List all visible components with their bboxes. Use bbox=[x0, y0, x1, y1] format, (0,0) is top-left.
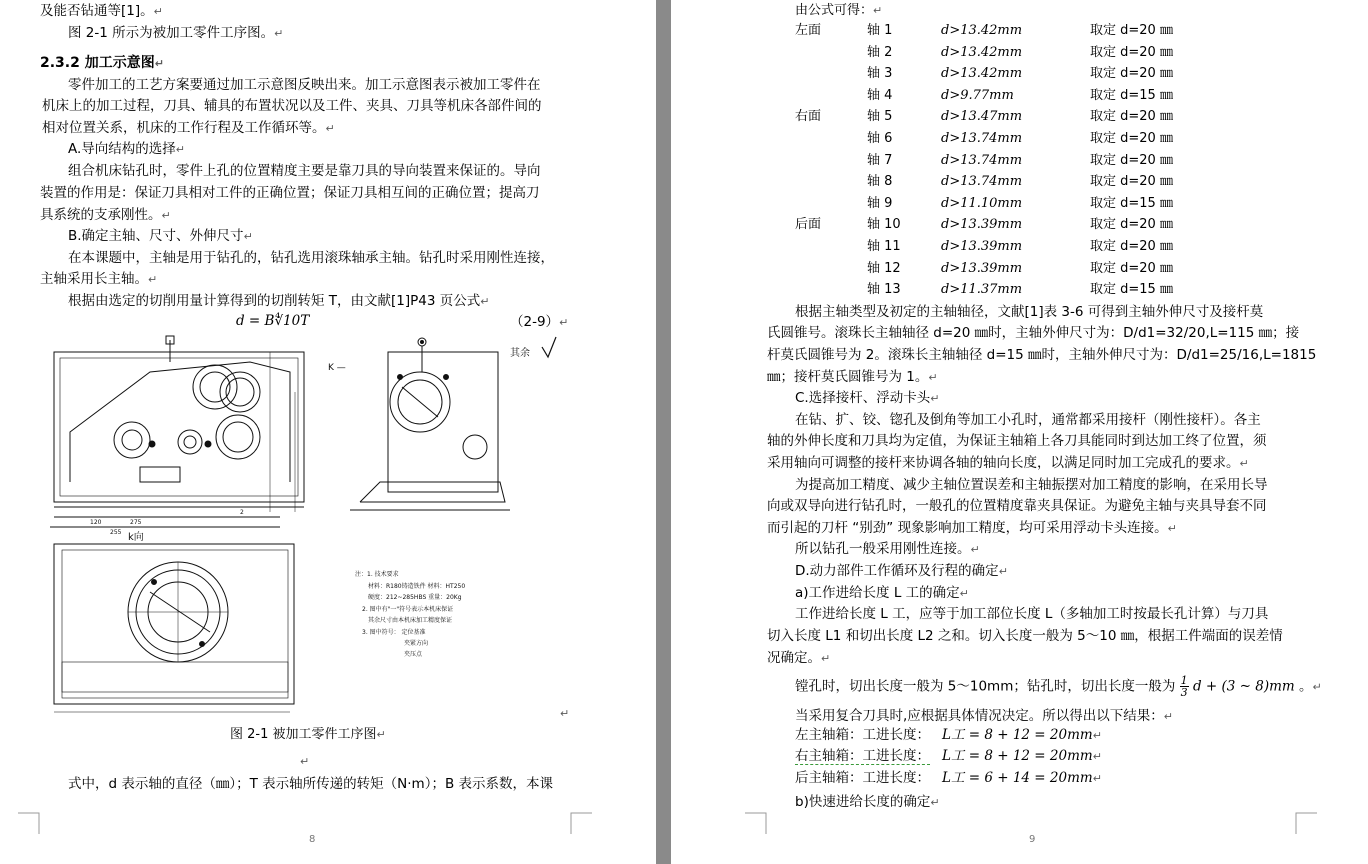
shaft-result: 取定 d=20 ㎜ bbox=[1090, 23, 1173, 38]
text-line: 组合机床钻孔时，零件上孔的位置精度主要是靠刀具的导向装置来保证的。导向 bbox=[68, 163, 541, 179]
text-line: 根据主轴类型及初定的主轴轴径，文献[1]表 3-6 可得到主轴外伸尺寸及接杆莫 bbox=[795, 304, 1264, 320]
shaft-condition: d>13.74mm bbox=[941, 131, 1023, 146]
shaft-name: 轴 11 bbox=[867, 239, 901, 254]
text-line: 杆莫氏圆锥号为 2。滚珠长主轴轴径 d=15 ㎜时，主轴外伸尺寸为：D/d1=25/16,L=1815 bbox=[767, 347, 1317, 363]
text-line: 镗孔时，切出长度一般为 5～10mm；钻孔时，切出长度一般为 $\frac{1}{3}$ d + (3 ~ 8)mm 。↵ bbox=[795, 674, 1322, 699]
dimension-label: 120 bbox=[90, 519, 102, 526]
technical-note: 注：1. 技术要求 bbox=[355, 571, 399, 578]
dimension-label: 255 bbox=[110, 529, 122, 536]
figure-caption: 图 2-1 被加工零件工序图↵ bbox=[230, 727, 386, 742]
shaft-name: 轴 2 bbox=[867, 44, 893, 60]
text-line: 采用轴向可调整的接杆来协调各轴的轴向长度，以满足同时加工完成孔的要求。↵ bbox=[767, 455, 1249, 471]
technical-note: 其余尺寸由本机床加工精度保证 bbox=[368, 617, 453, 624]
shaft-condition: d>13.39mm bbox=[941, 239, 1023, 254]
text-line: 及能否钻通等[1]。↵ bbox=[40, 3, 163, 19]
shaft-name: 轴 5 bbox=[867, 109, 893, 125]
shaft-condition: d>13.42mm bbox=[941, 66, 1023, 82]
subheading: C.选择接杆、浮动卡头↵ bbox=[795, 390, 940, 406]
result-line: 左主轴箱：工进长度： L工 = 8 + 12 = 20mm↵ bbox=[795, 727, 1102, 743]
text-line: 向或双导向进行钻孔时，一般孔的位置精度靠夹具保证。为避免主轴与夹具导套不同 bbox=[767, 498, 1267, 514]
shaft-group-label: 左面 bbox=[795, 23, 822, 38]
text-line: 具系统的支承刚性。↵ bbox=[40, 207, 171, 223]
shaft-group-label: 右面 bbox=[795, 109, 822, 125]
technical-note: 夹压点 bbox=[404, 651, 423, 658]
page-corner-mark bbox=[18, 812, 40, 834]
text-line: 当采用复合刀具时,应根据具体情况决定。所以得出以下结果：↵ bbox=[795, 708, 1174, 724]
text-line: 相对位置关系，机床的工作行程及工作循环等。↵ bbox=[42, 120, 335, 136]
shaft-condition: d>13.74mm bbox=[941, 174, 1023, 190]
shaft-condition: d>13.74mm bbox=[941, 152, 1023, 168]
technical-note: 夹紧方向 bbox=[404, 640, 429, 647]
technical-note: 材料：R180铸造铁件 材料：HT250 bbox=[368, 583, 466, 590]
page-corner-mark bbox=[1295, 812, 1317, 834]
text-line: 装置的作用是：保证刀具相对工件的正确位置；保证刀具相互间的正确位置；提高刀 bbox=[40, 185, 540, 201]
text-line: ㎜；接杆莫氏圆锥号为 1。↵ bbox=[767, 369, 938, 385]
shaft-result: 取定 d=20 ㎜ bbox=[1090, 260, 1173, 276]
technical-note: 硬度：212~285HBS 重量：20Kg bbox=[368, 594, 462, 601]
subheading: a)工作进给长度 L 工的确定↵ bbox=[795, 585, 969, 601]
shaft-name: 轴 7 bbox=[867, 152, 893, 168]
page-gutter bbox=[656, 0, 671, 864]
text-line: 在本课题中，主轴是用于钻孔的，钻孔选用滚珠轴承主轴。钻孔时采用刚性连接， bbox=[68, 250, 554, 266]
shaft-name: 轴 9 bbox=[867, 195, 893, 211]
shaft-condition: d>11.10mm bbox=[941, 195, 1023, 211]
text-line: 氏圆锥号。滚珠长主轴轴径 d=20 ㎜时，主轴外伸尺寸为：D/d1=32/20,L=115 ㎜；接 bbox=[767, 325, 1300, 341]
shaft-result: 取定 d=20 ㎜ bbox=[1090, 131, 1173, 146]
shaft-result: 取定 d=15 ㎜ bbox=[1090, 87, 1173, 103]
shaft-condition: d>13.39mm bbox=[941, 260, 1023, 276]
result-line: 右主轴箱：工进长度： L工 = 8 + 12 = 20mm↵ bbox=[795, 748, 1102, 764]
shaft-result: 取定 d=20 ㎜ bbox=[1090, 152, 1173, 168]
fraction: $\frac{1}{3}$ bbox=[1180, 674, 1188, 699]
formula: d = B∜10T bbox=[236, 313, 310, 329]
surface-note: 其余 bbox=[510, 348, 530, 359]
text-line: 况确定。↵ bbox=[767, 650, 831, 666]
text-line: 零件加工的工艺方案要通过加工示意图反映出来。加工示意图表示被加工零件在 bbox=[68, 77, 541, 93]
shaft-name: 轴 3 bbox=[867, 66, 893, 82]
text-line: 根据由选定的切削用量计算得到的切削转矩 T，由文献[1]P43 页公式↵ bbox=[68, 293, 490, 309]
shaft-result: 取定 d=20 ㎜ bbox=[1090, 109, 1173, 125]
shaft-name: 轴 10 bbox=[867, 217, 901, 233]
text-line: 在钻、扩、铰、锪孔及倒角等加工小孔时，通常都采用接杆（刚性接杆）。各主 bbox=[795, 412, 1261, 428]
page-corner-mark bbox=[570, 812, 592, 834]
shaft-result: 取定 d=20 ㎜ bbox=[1090, 217, 1173, 233]
page-number: 9 bbox=[1029, 834, 1036, 845]
shaft-name: 轴 4 bbox=[867, 87, 893, 103]
text-line: 所以钻孔一般采用刚性连接。↵ bbox=[795, 541, 980, 557]
dimension-label: 275 bbox=[130, 519, 142, 526]
text-line: 轴的外伸长度和刀具均为定值，为保证主轴箱上各刀具能同时到达加工终了位置，须 bbox=[767, 433, 1267, 449]
text-line: 工作进给长度 L 工，应等于加工部位长度 L（多轴加工时按最长孔计算）与刀具 bbox=[795, 606, 1269, 622]
page-number: 8 bbox=[309, 834, 316, 845]
shaft-condition: d>13.47mm bbox=[941, 109, 1023, 125]
text-line: 机床上的加工过程，刀具、辅具的布置状况以及工件、夹具、刀具等机床各部件间的 bbox=[42, 98, 542, 114]
shaft-condition: d>9.77mm bbox=[941, 87, 1014, 103]
text-line: 而引起的刀杆 “别劲” 现象影响加工精度，均可采用浮动卡头连接。↵ bbox=[767, 520, 1177, 536]
technical-note: 3. 图中符号： 定位基准 bbox=[362, 629, 426, 636]
shaft-name: 轴 12 bbox=[867, 260, 901, 276]
text-line: 图 2-1 所示为被加工零件工序图。↵ bbox=[68, 25, 284, 41]
shaft-condition: d>11.37mm bbox=[941, 282, 1023, 298]
shaft-group-label: 后面 bbox=[795, 217, 822, 233]
paragraph-mark: ↵ bbox=[560, 707, 570, 720]
shaft-condition: d>13.39mm bbox=[941, 217, 1023, 233]
result-line: 后主轴箱：工进长度： L工 = 6 + 14 = 20mm↵ bbox=[795, 770, 1102, 786]
text-line: 为提高加工精度、减少主轴位置误差和主轴振摆对加工精度的影响，在采用长导 bbox=[795, 477, 1268, 493]
subheading: B.确定主轴、尺寸、外伸尺寸↵ bbox=[68, 228, 253, 244]
shaft-name: 轴 8 bbox=[867, 174, 893, 190]
shaft-condition: d>13.42mm bbox=[941, 23, 1023, 38]
shaft-result: 取定 d=20 ㎜ bbox=[1090, 239, 1173, 254]
document-page-left bbox=[0, 0, 656, 864]
shaft-result: 取定 d=20 ㎜ bbox=[1090, 66, 1173, 82]
text-line: 由公式可得：↵ bbox=[795, 3, 883, 18]
shaft-condition: d>13.42mm bbox=[941, 44, 1023, 60]
paragraph-mark: ↵ bbox=[300, 755, 310, 768]
subheading: A.导向结构的选择↵ bbox=[68, 141, 186, 157]
shaft-result: 取定 d=20 ㎜ bbox=[1090, 174, 1173, 190]
shaft-name: 轴 13 bbox=[867, 282, 901, 298]
shaft-result: 取定 d=20 ㎜ bbox=[1090, 44, 1173, 60]
view-label: k向 bbox=[128, 532, 144, 543]
subheading: D.动力部件工作循环及行程的确定↵ bbox=[795, 563, 1008, 579]
text-line: 切入长度 L1 和切出长度 L2 之和。切入长度一般为 5～10 ㎜，根据工件端面的误差情 bbox=[767, 628, 1283, 644]
section-heading: 2.3.2 加工示意图↵ bbox=[40, 55, 164, 71]
dimension-label: 2 bbox=[240, 509, 244, 516]
text-line: 式中，d 表示轴的直径（㎜）；T 表示轴所传递的转矩（N·m）；B 表示系数，本课 bbox=[68, 776, 553, 792]
shaft-result: 取定 d=15 ㎜ bbox=[1090, 195, 1173, 211]
formula-number: （2-9）↵ bbox=[510, 314, 569, 330]
view-arrow-label: K — bbox=[328, 363, 346, 373]
subheading: b)快速进给长度的确定↵ bbox=[795, 794, 940, 810]
technical-note: 2. 图中有"一"符号表示本机床保证 bbox=[362, 606, 454, 613]
page-corner-mark bbox=[745, 812, 767, 834]
shaft-name: 轴 1 bbox=[867, 23, 893, 38]
shaft-result: 取定 d=15 ㎜ bbox=[1090, 282, 1173, 298]
part-process-drawing bbox=[50, 332, 590, 722]
shaft-name: 轴 6 bbox=[867, 131, 893, 146]
document-page-right bbox=[671, 0, 1368, 864]
text-line: 主轴采用长主轴。↵ bbox=[40, 271, 158, 287]
